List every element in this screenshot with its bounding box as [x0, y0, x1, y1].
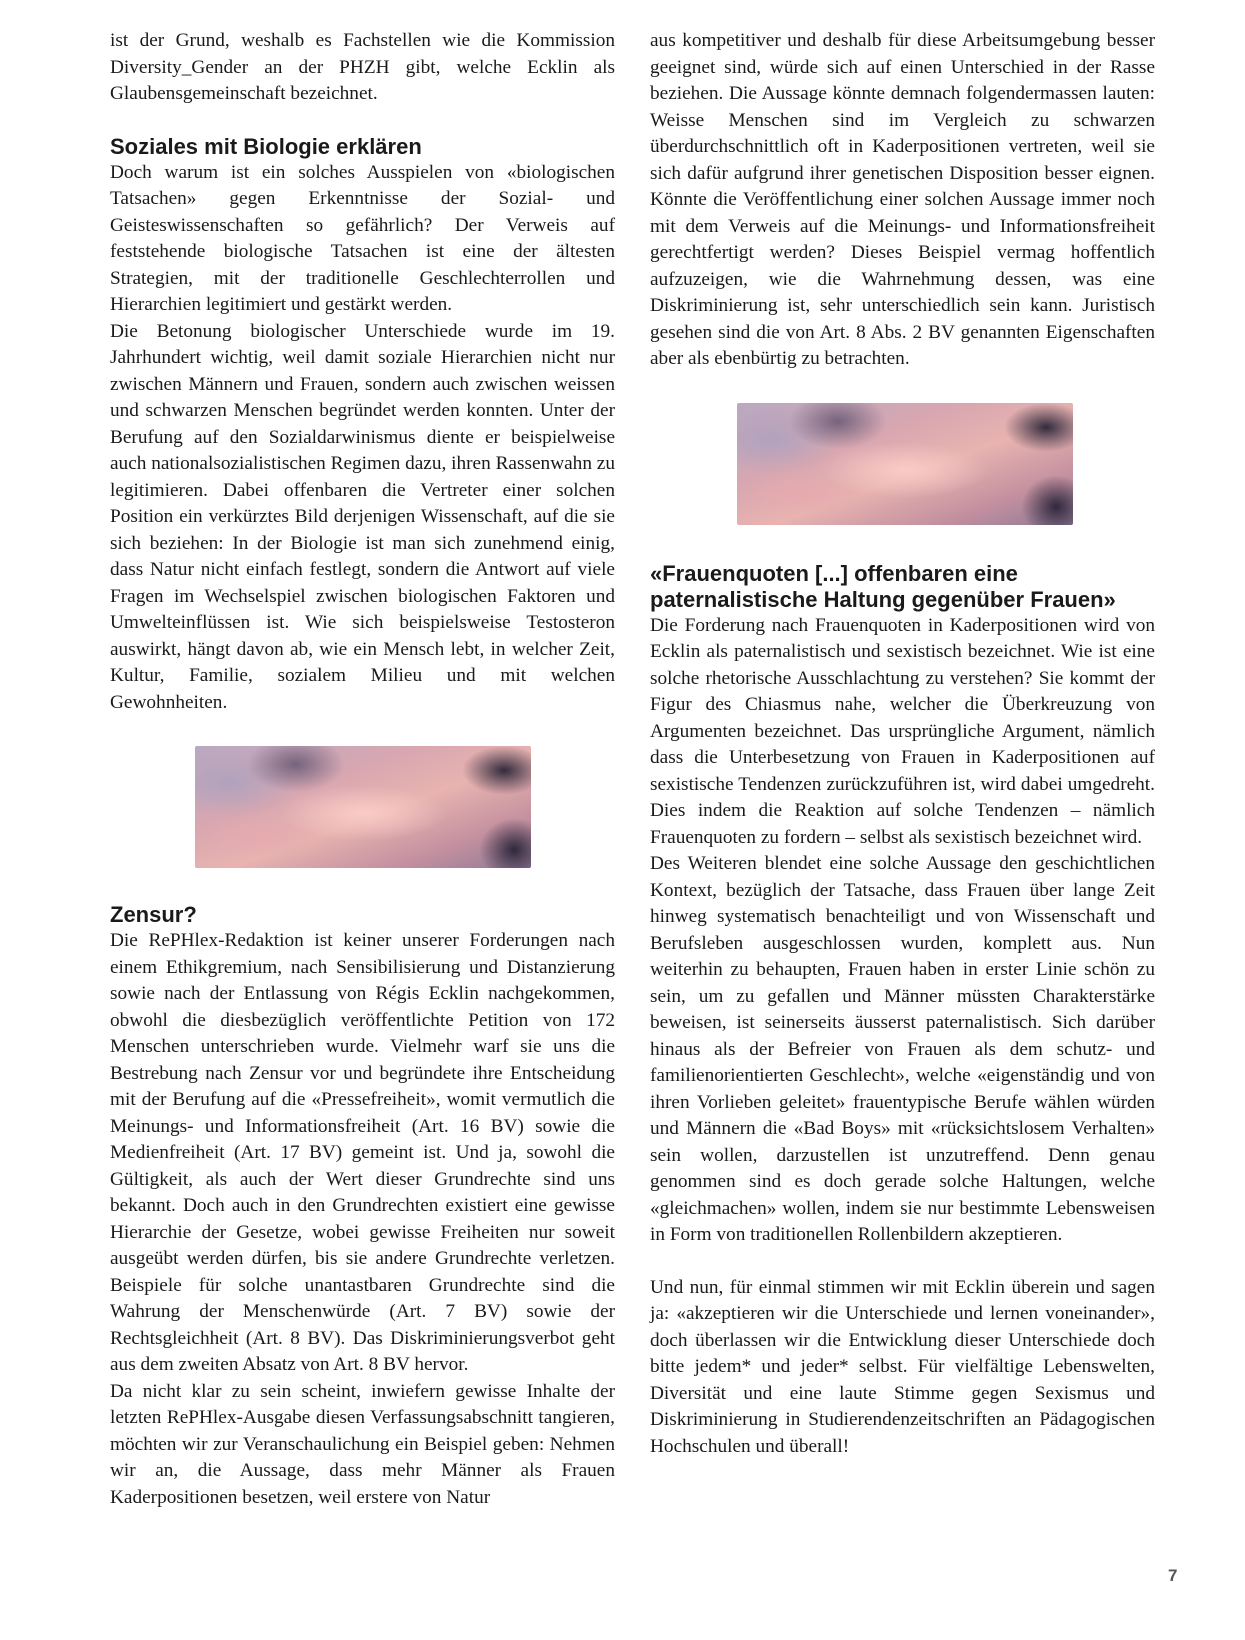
right-column: [650, 28, 1155, 1460]
body-paragraph: Die Forderung nach Frauenquoten in Kaderpositionen wird von Ecklin als paternalistisch und sexistisch bezeichnet. Wie ist eine solche rhetorische Ausschlachtung zu verstehen? Sie kommt der Figur des Chiasmus nahe, welcher die Überkreuzung von Argumenten bezeichnet. Das ursprüngliche Argument, nämlich dass die Unterbesetzung von Frauen in Kaderpositionen auf sexistische Tendenzen zurückzuführen ist, wird dabei umgedreht. Dies indem die Reaktion auf solche Tendenzen – nämlich Frauenquoten zu fordern – selbst als sexistisch bezeichnet wird.: [650, 614, 1155, 848]
body-paragraph: Doch warum ist ein solches Ausspielen von «biologischen Tatsachen» gegen Erkenntnisse der Sozial- und Geisteswissenschaften so gefährlich? Der Verweis auf feststehende biologische Tatsachen ist eine der ältesten Strategien, mit der traditionelle Geschlechterrollen und Hierarchien legitimiert und gestärkt werden.: [110, 161, 615, 315]
left-column: [110, 28, 615, 1511]
sky-image: [195, 746, 531, 868]
section-heading-biologie: Soziales mit Biologie erklären: [110, 133, 422, 159]
page-number: 7: [1168, 1566, 1178, 1585]
section-heading-zensur: Zensur?: [110, 902, 197, 927]
sky-image: [737, 403, 1073, 525]
body-paragraph: Die RePHlex-Redaktion ist keiner unserer Forderungen nach einem Ethikgremium, nach Sensibilisierung und Distanzierung sowie nach der Entlassung von Régis Ecklin nachgekommen, obwohl die diesbezüglich veröffentlichte Petition von 172 Menschen unterschrieben wurde. Vielmehr warf sie uns die Bestrebung nach Zensur vor und begründete ihre Entscheidung mit der Berufung auf die «Pressefreiheit», womit vermutlich die Meinungs- und Informationsfreiheit (Art. 16 BV) sowie die Medienfreiheit (Art. 17 BV) gemeint ist. Und ja, sowohl die Gültigkeit, als auch der Wert dieser Grundrechte sind uns bekannt. Doch auch in den Grundrechten existiert eine gewisse Hierarchie der Gesetze, wobei gewisse Freiheiten nur soweit ausgeübt werden dürfen, bis sie andere Grundrechte verletzen. Beispiele für solche unantastbaren Grundrechte sind die Wahrung der Menschenwürde (Art. 7 BV) sowie der Rechtsgleichheit (Art. 8 BV). Das Diskriminierungsverbot geht aus dem zweiten Absatz von Art. 8 BV hervor.: [110, 930, 615, 1375]
body-paragraph: Da nicht klar zu sein scheint, inwiefern gewisse Inhalte der letzten RePHlex-Ausgabe diesen Verfassungsabschnitt tangieren, möchten wir zur Veranschaulichung ein Beispiel geben: Nehmen wir an, die Aussage, dass mehr Männer als Frauen Kaderpositionen besetzen, weil erstere von Natur: [110, 1380, 615, 1508]
body-paragraph: Die Betonung biologischer Unterschiede wurde im 19. Jahrhundert wichtig, weil damit soziale Hierarchien nicht nur zwischen Männern und Frauen, sondern auch zwischen weissen und schwarzen Menschen begründet werden konnten. Unter der Berufung auf den Sozialdarwinismus diente er beispielweise auch nationalsozialistischen Regimen dazu, ihren Rassenwahn zu legitimieren. Dabei offenbaren die Vertreter einer solchen Position ein verkürztes Bild derjenigen Wissenschaft, auf die sie sich beziehen: In der Biologie ist man sich zunehmend einig, dass Natur nicht einfach festlegt, sondern die Antwort auf viele Fragen im Wechselspiel zwischen biologischen Faktoren und Umwelteinflüssen ist. Wie sich beispielsweise Testosteron auswirkt, hängt davon ab, wie ein Mensch lebt, in welcher Zeit, Kultur, Familie, sozialem Milieu und mit welchen Gewohnheiten.: [110, 320, 615, 713]
section-heading-frauenquoten: «Frauenquoten [...] offenbaren eine paternalistische Haltung gegenüber Frauen»: [650, 560, 1116, 612]
body-paragraph: Des Weiteren blendet eine solche Aussage den geschichtlichen Kontext, bezüglich der Tatsache, dass Frauen über lange Zeit hinweg systematisch benachteiligt und von Wissenschaft und Berufsleben ausgeschlossen wurden, komplett aus. Nun weiterhin zu behaupten, Frauen haben in erster Linie schön zu sein, um zu gefallen und Männer müssten Charakterstärke beweisen, ist seinerseits äusserst paternalistisch. Sich darüber hinaus als der Befreier von Frauen als dem schutz- und familienorientierten Geschlecht», welche «eigenständig und von ihren Vorlieben geleitet» frauentypische Berufe wählen würden und Männern die «Bad Boys» mit «rücksichtslosem Verhalten» sein wollen, darzustellen ist unzutreffend. Denn genau genommen sind es doch gerade solche Haltungen, welche «gleichmachen» wollen, indem sie nur bestimmte Lebensweisen in Form von traditionellen Rollenbildern akzeptieren.: [650, 853, 1155, 1245]
body-paragraph: aus kompetitiver und deshalb für diese Arbeitsumgebung besser geeignet sind, würde sich auf einen Unterschied in der Rasse beziehen. Die Aussage könnte demnach folgendermassen lauten: Weisse Menschen sind im Vergleich zu schwarzen überdurchschnittlich oft in Kaderpositionen vertreten, weil sie sich dafür aufgrund ihrer genetischen Disposition besser eignen. Könnte die Veröffentlichung einer solchen Aussage immer noch mit dem Verweis auf die Meinungs- und Informationsfreiheit gerechtfertigt werden? Dieses Beispiel vermag hoffentlich aufzuzeigen, wie die Wahrnehmung dessen, was eine Diskriminierung ist, sehr unterschiedlich sein kann. Juristisch gesehen sind die von Art. 8 Abs. 2 BV genannten Eigenschaften aber als ebenbürtig zu betrachten.: [650, 30, 1155, 369]
closing-paragraph: Und nun, für einmal stimmen wir mit Ecklin überein und sagen ja: «akzeptieren wir die Unterschiede und lernen voneinander», doch überlassen wir die Entwicklung dieser Unterschiede doch bitte jedem* und jeder* selbst. Für vielfältige Lebenswelten, Diversität und eine laute Stimme gegen Sexismus und Diskriminierung in Studierendenzeitschriften an Pädagogischen Hochschulen und überall!: [650, 1276, 1155, 1457]
intro-paragraph: ist der Grund, weshalb es Fachstellen wie die Kommission Diversity_Gender an der PHZH gibt, welche Ecklin als Glaubensgemeinschaft bezeichnet.: [110, 30, 615, 104]
